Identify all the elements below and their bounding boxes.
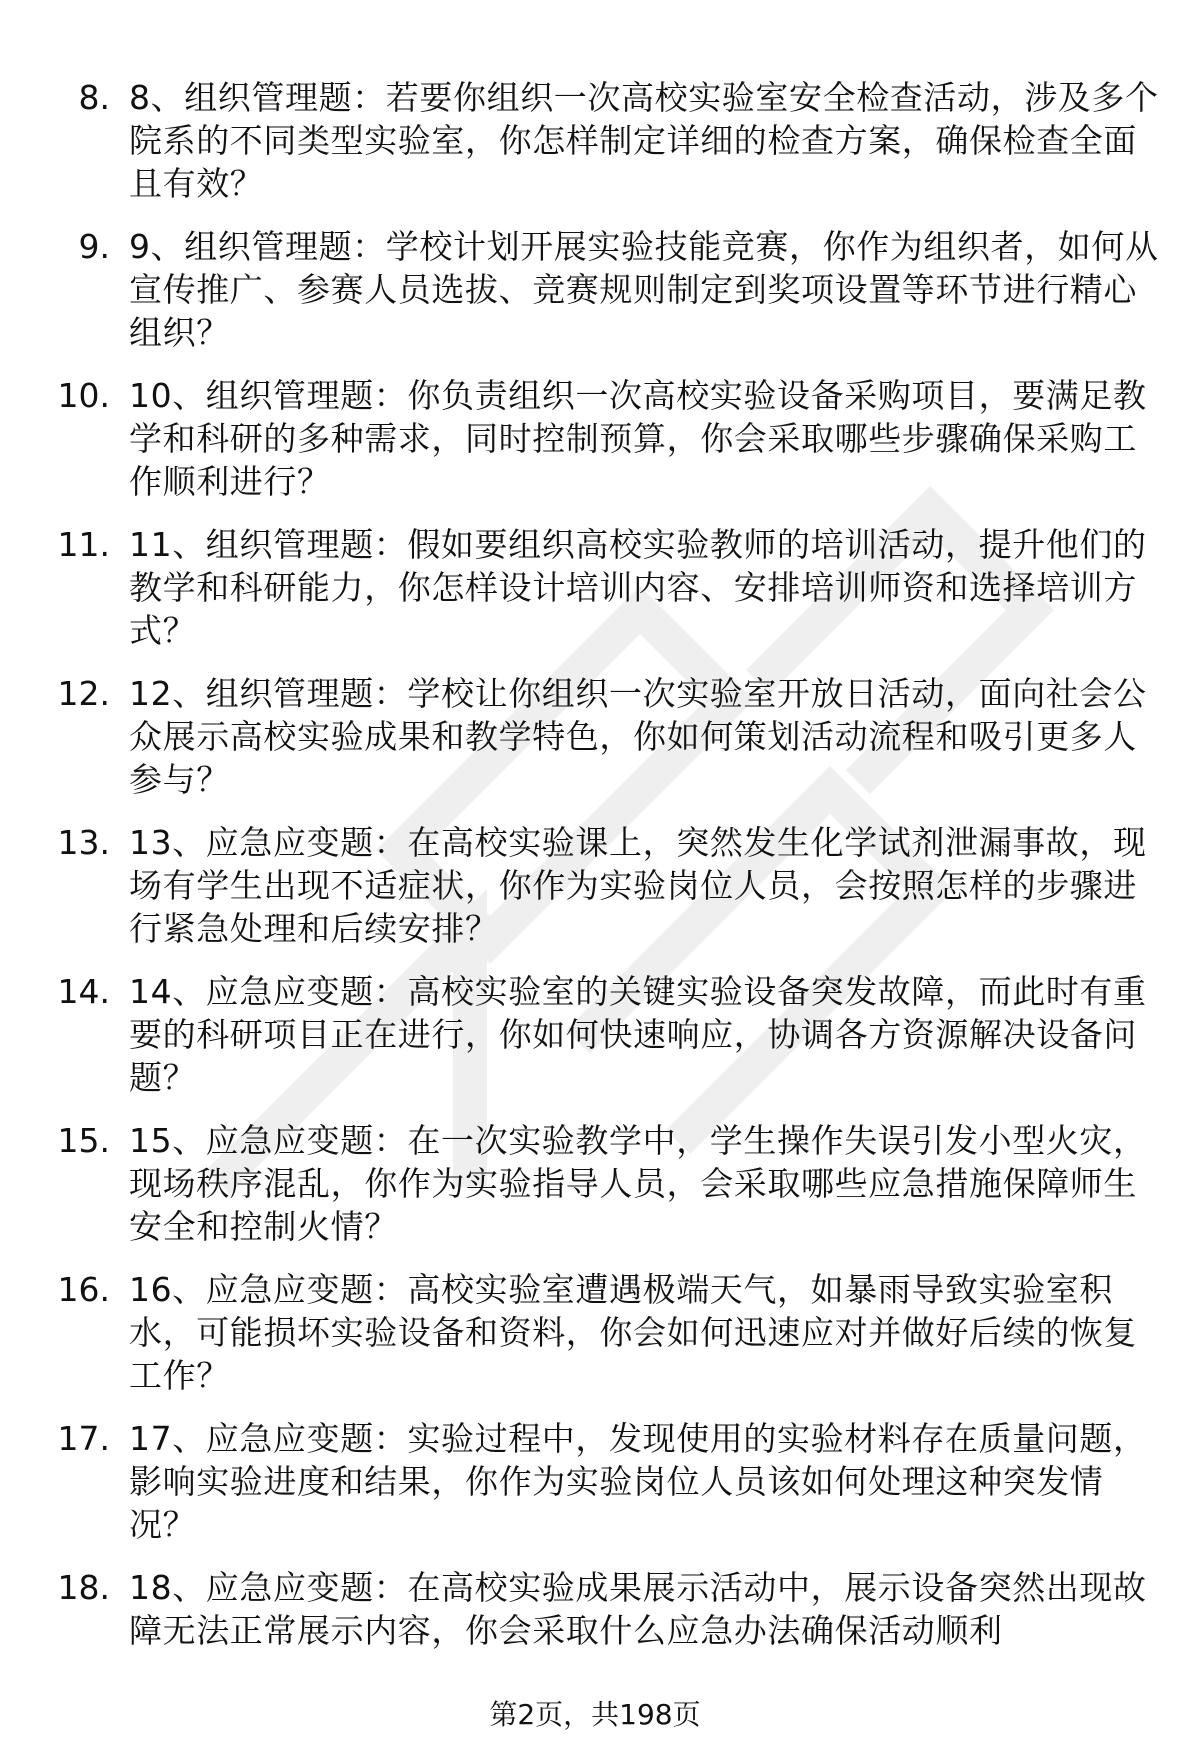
question-number: 15. <box>57 1121 110 1160</box>
question-text: 13、应急应变题：在高校实验课上，突然发生化学试剂泄漏事故，现场有学生出现不适症状，你作为实验岗位人员，会按照怎样的步骤进行紧急处理和后续安排？ <box>129 823 1147 948</box>
question-text: 18、应急应变题：在高校实验成果展示活动中，展示设备突然出现故障无法正常展示内容，你会采取什么应急办法确保活动顺利 <box>129 1568 1147 1650</box>
question-number: 10. <box>57 376 110 415</box>
question-item-16 <box>0 1268 1190 1397</box>
question-item-8 <box>0 76 1190 205</box>
question-text: 17、应急应变题：实验过程中，发现使用的实验材料存在质量问题，影响实验进度和结果，你作为实验岗位人员该如何处理这种突发情况？ <box>129 1419 1147 1544</box>
question-number: 14. <box>57 972 110 1011</box>
question-item-17 <box>0 1417 1190 1546</box>
question-text: 15、应急应变题：在一次实验教学中，学生操作失误引发小型火灾，现场秩序混乱，你作为实验指导人员，会采取哪些应急措施保障师生安全和控制火情？ <box>129 1121 1147 1246</box>
question-number: 8. <box>78 78 110 117</box>
question-number: 17. <box>57 1419 110 1458</box>
question-item-13 <box>0 821 1190 950</box>
question-text: 9、组织管理题：学校计划开展实验技能竞赛，你作为组织者，如何从宣传推广、参赛人员选拔、竞赛规则制定到奖项设置等环节进行精心组织？ <box>129 227 1159 352</box>
question-text: 16、应急应变题：高校实验室遭遇极端天气，如暴雨导致实验室积水，可能损坏实验设备和资料，你会如何迅速应对并做好后续的恢复工作？ <box>129 1270 1137 1395</box>
question-number: 16. <box>57 1270 110 1309</box>
question-item-15 <box>0 1119 1190 1248</box>
question-number: 18. <box>57 1568 110 1607</box>
question-text: 14、应急应变题：高校实验室的关键实验设备突发故障，而此时有重要的科研项目正在进行，你如何快速响应，协调各方资源解决设备问题？ <box>129 972 1147 1097</box>
question-text: 11、组织管理题：假如要组织高校实验教师的培训活动，提升他们的教学和科研能力，你怎样设计培训内容、安排培训师资和选择培训方式？ <box>129 525 1147 650</box>
question-item-10 <box>0 374 1190 503</box>
question-text: 10、组织管理题：你负责组织一次高校实验设备采购项目，要满足教学和科研的多种需求，同时控制预算，你会采取哪些步骤确保采购工作顺利进行？ <box>129 376 1147 501</box>
question-item-12 <box>0 672 1190 801</box>
page-footer: 第2页，共198页 <box>489 1698 701 1731</box>
question-number: 12. <box>57 674 110 713</box>
question-list <box>0 76 1190 1672</box>
question-text: 12、组织管理题：学校让你组织一次实验室开放日活动，面向社会公众展示高校实验成果和教学特色，你如何策划活动流程和吸引更多人参与？ <box>129 674 1147 799</box>
question-text: 8、组织管理题：若要你组织一次高校实验室安全检查活动，涉及多个院系的不同类型实验室，你怎样制定详细的检查方案，确保检查全面且有效？ <box>129 78 1159 203</box>
question-item-14 <box>0 970 1190 1099</box>
question-number: 11. <box>57 525 110 564</box>
question-item-9 <box>0 225 1190 354</box>
question-item-11 <box>0 523 1190 652</box>
question-number: 9. <box>78 227 110 266</box>
question-item-18 <box>0 1566 1190 1652</box>
question-number: 13. <box>57 823 110 862</box>
